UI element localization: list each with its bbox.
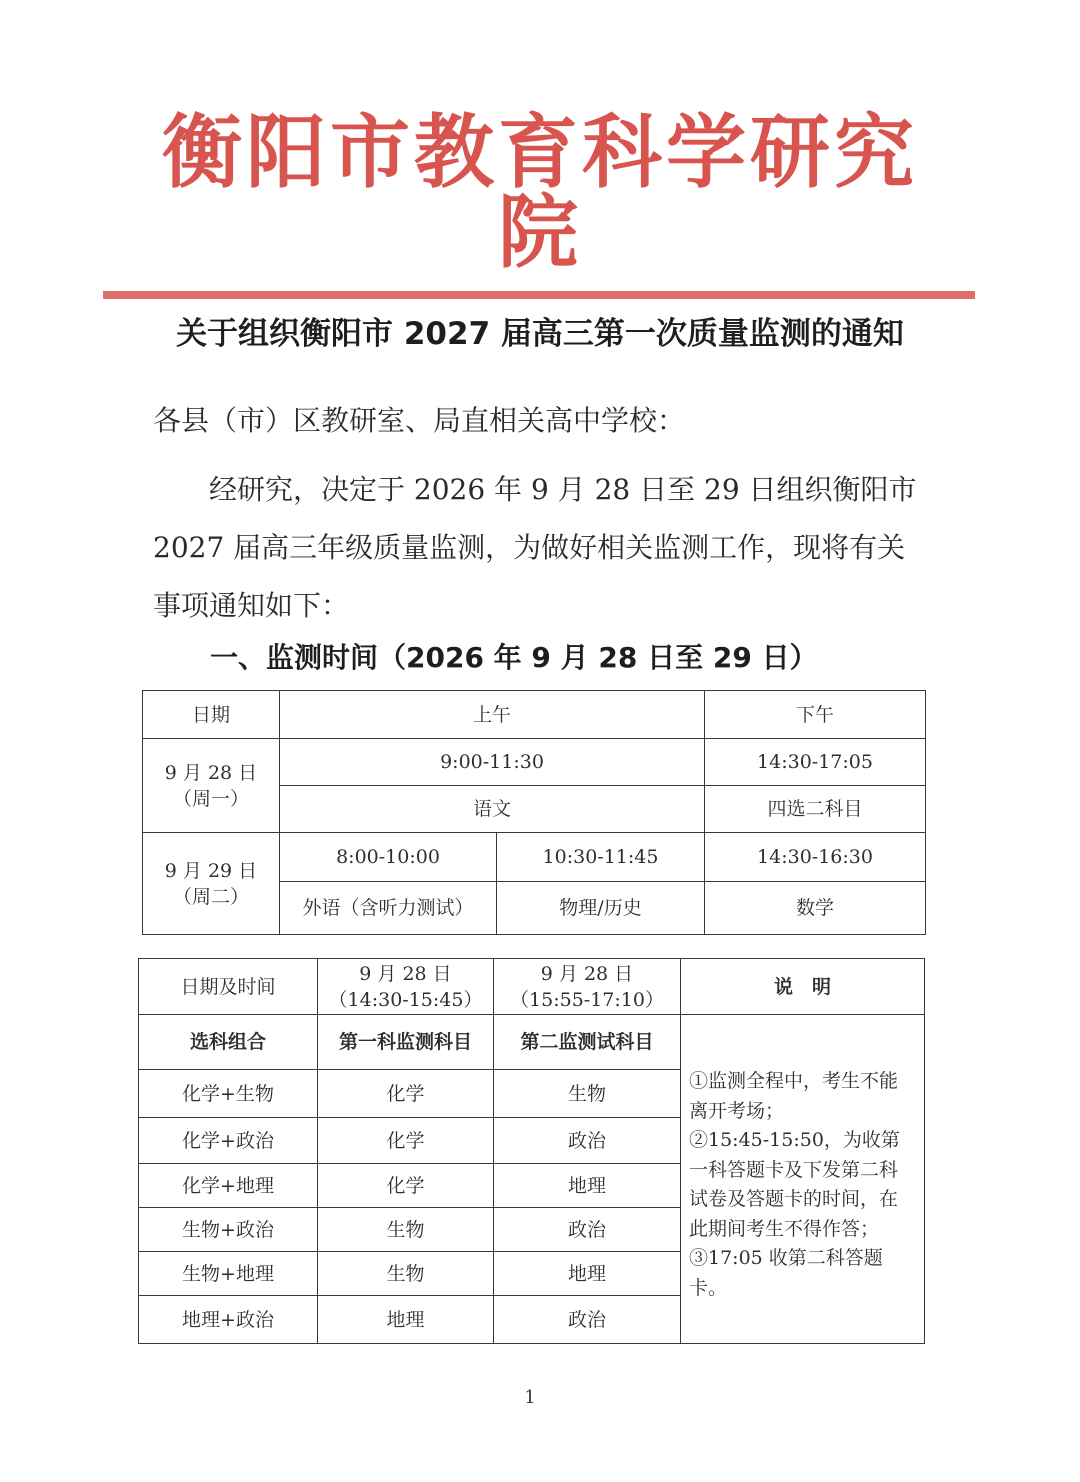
day1-morning-subject: 语文 xyxy=(280,786,705,833)
combo-cell: 化学+政治 xyxy=(139,1118,318,1164)
day2-morning1-subject: 外语（含听力测试） xyxy=(280,882,497,935)
day2-date-cell xyxy=(143,833,280,935)
masthead-red-rule xyxy=(103,291,975,299)
elective-table xyxy=(138,958,925,1344)
day1-date-cell xyxy=(143,739,280,833)
second-subject-cell: 地理 xyxy=(494,1252,681,1296)
day1-weekday: （周一） xyxy=(172,787,249,810)
second-subject-cell: 政治 xyxy=(494,1296,681,1344)
second-subject-cell: 地理 xyxy=(494,1164,681,1208)
day2-morning2-time: 10:30-11:45 xyxy=(497,833,705,882)
day2-afternoon-subject: 数学 xyxy=(705,882,926,935)
note-item: ③17:05 收第二科答题卡。 xyxy=(689,1247,883,1299)
combo-cell: 生物+地理 xyxy=(139,1252,318,1296)
table-row xyxy=(139,959,925,1015)
masthead-title: 衡阳市教育科学研究院 xyxy=(162,105,918,279)
table-row xyxy=(143,739,926,786)
day1-afternoon-time: 14:30-17:05 xyxy=(705,739,926,786)
day2-weekday: （周二） xyxy=(172,885,249,908)
notes-cell xyxy=(681,1015,925,1344)
slot1-date: 9 月 28 日 xyxy=(359,962,452,985)
header-slot2 xyxy=(494,959,681,1015)
note-item: ②15:45-15:50，为收第一科答题卡及下发第二科试卷及答题卡的时间，在此期间考生不得作答； xyxy=(689,1129,900,1240)
header-date: 日期 xyxy=(143,691,280,739)
day1-morning-time: 9:00-11:30 xyxy=(280,739,705,786)
first-subject-cell: 化学 xyxy=(318,1164,494,1208)
header-slot1 xyxy=(318,959,494,1015)
first-subject-cell: 化学 xyxy=(318,1118,494,1164)
first-subject-cell: 生物 xyxy=(318,1252,494,1296)
day2-afternoon-time: 14:30-16:30 xyxy=(705,833,926,882)
note-item: ①监测全程中，考生不能离开考场； xyxy=(689,1070,899,1122)
day2-morning2-subject: 物理/历史 xyxy=(497,882,705,935)
first-subject-cell: 生物 xyxy=(318,1208,494,1252)
combo-cell: 化学+地理 xyxy=(139,1164,318,1208)
day1-afternoon-subject: 四选二科目 xyxy=(705,786,926,833)
second-subject-cell: 生物 xyxy=(494,1070,681,1118)
subheader-second: 第二监测试科目 xyxy=(494,1015,681,1070)
schedule-table xyxy=(142,690,926,935)
combo-cell: 生物+政治 xyxy=(139,1208,318,1252)
page-number: 1 xyxy=(524,1387,536,1408)
header-date-time: 日期及时间 xyxy=(139,959,318,1015)
slot2-time: （15:55-17:10） xyxy=(510,988,664,1011)
table-row xyxy=(143,833,926,882)
header-morning: 上午 xyxy=(280,691,705,739)
section-heading-monitoring-time: 一、监测时间（2026 年 9 月 28 日至 29 日） xyxy=(210,641,818,674)
slot2-date: 9 月 28 日 xyxy=(540,962,634,985)
combo-cell: 地理+政治 xyxy=(139,1296,318,1344)
body-paragraph xyxy=(153,461,933,635)
subheader-first: 第一科监测科目 xyxy=(318,1015,494,1070)
day1-date: 9 月 28 日 xyxy=(164,761,258,784)
subheader-combo: 选科组合 xyxy=(139,1015,318,1070)
day2-morning1-time: 8:00-10:00 xyxy=(280,833,497,882)
header-afternoon: 下午 xyxy=(705,691,926,739)
body-paragraph-text: 经研究，决定于 2026 年 9 月 28 日至 29 日组织衡阳市 2027 届高三年级质量监测，为做好相关监测工作，现将有关事项通知如下： xyxy=(153,473,917,622)
first-subject-cell: 化学 xyxy=(318,1070,494,1118)
second-subject-cell: 政治 xyxy=(494,1208,681,1252)
table-row xyxy=(143,691,926,739)
day2-date: 9 月 29 日 xyxy=(164,859,258,882)
addressee-line: 各县（市）区教研室、局直相关高中学校： xyxy=(153,404,686,437)
second-subject-cell: 政治 xyxy=(494,1118,681,1164)
combo-cell: 化学+生物 xyxy=(139,1070,318,1118)
slot1-time: （14:30-15:45） xyxy=(328,988,483,1011)
notice-title: 关于组织衡阳市 2027 届高三第一次质量监测的通知 xyxy=(176,316,904,352)
table-row xyxy=(139,1015,925,1070)
header-notes-title: 说 明 xyxy=(681,959,925,1015)
first-subject-cell: 地理 xyxy=(318,1296,494,1344)
